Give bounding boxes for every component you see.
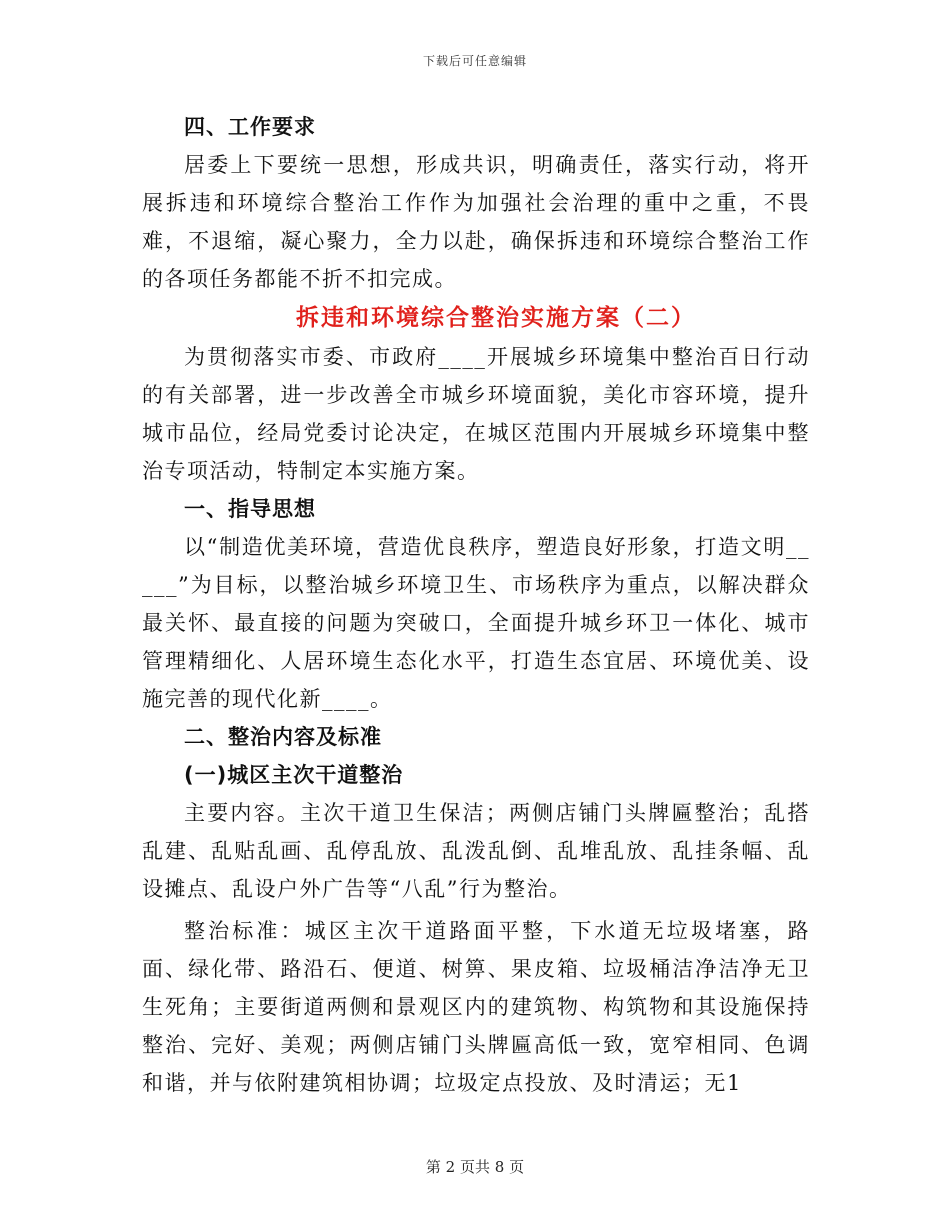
section-one-paragraph: 以“制造优美环境，营造优良秩序，塑造良好形象，打造文明_____”为目标，以整治城乡环境卫生、市场秩序为重点，以解决群众最关怀、最直接的问题为突破口，全面提升城乡环卫一体化、城市管理精细化、人居环境生态化水平，打造生态宜居、环境优美、设施完善的现代化新____。 [142,535,810,711]
section-two-heading: 二、整治内容及标准 [184,725,382,749]
section-four-paragraph: 居委上下要统一思想，形成共识，明确责任，落实行动，将开展拆违和环境综合整治工作作为加强社会治理的重中之重，不畏难，不退缩，凝心聚力，全力以赴，确保拆违和环境综合整治工作的各项任务都能不折不扣完成。 [142,153,810,291]
section-two-standard-paragraph: 整治标准：城区主次干道路面平整，下水道无垃圾堵塞，路面、绿化带、路沿石、便道、树箅、果皮箱、垃圾桶洁净洁净无卫生死角；主要街道两侧和景观区内的建筑物、构筑物和其设施保持整治、完好、美观；两侧店铺门头牌匾高低一致，宽窄相同、色调和谐，并与依附建筑相协调；垃圾定点投放、及时清运；无1 [142,919,810,1095]
section-one-heading: 一、指导思想 [184,497,316,521]
section-two-content-paragraph: 主要内容。主次干道卫生保洁；两侧店铺门头牌匾整治；乱搭乱建、乱贴乱画、乱停乱放、乱泼乱倒、乱堆乱放、乱挂条幅、乱设摊点、乱设户外广告等“八乱”行为整治。 [142,801,810,901]
intro-paragraph: 为贯彻落实市委、市政府____开展城乡环境集中整治百日行动的有关部署，进一步改善全市城乡环境面貌，美化市容环境，提升城市品位，经局党委讨论决定，在城区范围内开展城乡环境集中整治专项活动，特制定本实施方案。 [142,345,810,483]
section-four-heading: 四、工作要求 [184,115,316,139]
document-body [142,108,810,1102]
section-two-sub-heading: (一)城区主次干道整治 [184,763,404,787]
document-title: 拆违和环境综合整治实施方案（二） [296,305,696,331]
page-header-note: 下载后可任意编辑 [422,54,527,68]
page-footer-number: 第 2 页共 8 页 [425,1158,525,1176]
